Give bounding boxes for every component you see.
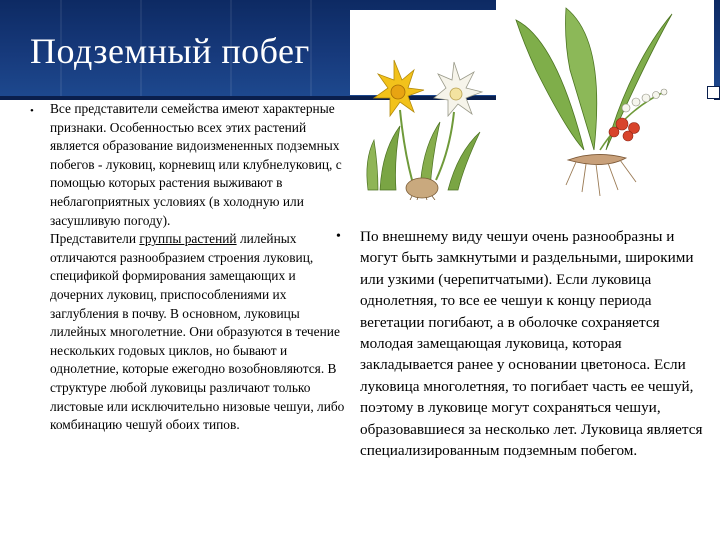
narcissus-flower	[434, 62, 482, 116]
daffodil-flower	[374, 60, 424, 116]
left-bullet: •	[30, 105, 34, 117]
lily-of-the-valley-illustration	[496, 0, 714, 210]
daffodil-illustration	[350, 40, 500, 200]
left-paragraph-2-pre: Представители	[50, 231, 140, 247]
left-text-block	[22, 100, 350, 435]
lily-berries	[609, 118, 640, 141]
corner-square	[707, 86, 720, 99]
slide-title: Подземный побег	[30, 31, 310, 71]
right-paragraph: По внешнему виду чешуи очень разнообразны и могут быть замкнутыми и раздельными, широкими или узкими (черепитчатыми). Если луковица однолетняя, то все ее чешуи к концу периода вегетации погибают, а в оболочке сохраняется молодая замещающая луковица, которая закладывается ранее у основании цветоноса. Если луковица многолетняя, то погибает часть ее чешуй, поэтому в луковице могут сохраняться чешуи, образовавшиеся за несколько лет. Луковица является специализированным подземным побегом.	[360, 228, 703, 460]
group-of-plants-link[interactable]: группы растений	[139, 231, 237, 247]
right-text-block	[336, 226, 706, 461]
left-paragraph-1: Все представители семейства имеют характерные признаки. Особенностью всех этих растений является образование видоизмененных подземных побегов - луковиц, корневищ или клубнелуковиц, с помощью которых растения выживают в неблагоприятных условиях (в холодную или засушливую погоду).	[50, 101, 342, 228]
right-bullet: •	[336, 229, 341, 244]
left-paragraph-2-post: лилейных отличаются разнообразием строения луковиц, спецификой формирования замещающих и дочерних луковиц, приспособлениями их заглубления в почву. В основном, луковицы лилейных многолетние. Они образуются в течение нескольких годовых циклов, но бывают и однолетние, которые ежегодно возобновляются. В структуре любой луковицы различают только листовые или исключительно низовые чешуи, либо комбинацию чешуй обоих типов.	[50, 231, 345, 433]
